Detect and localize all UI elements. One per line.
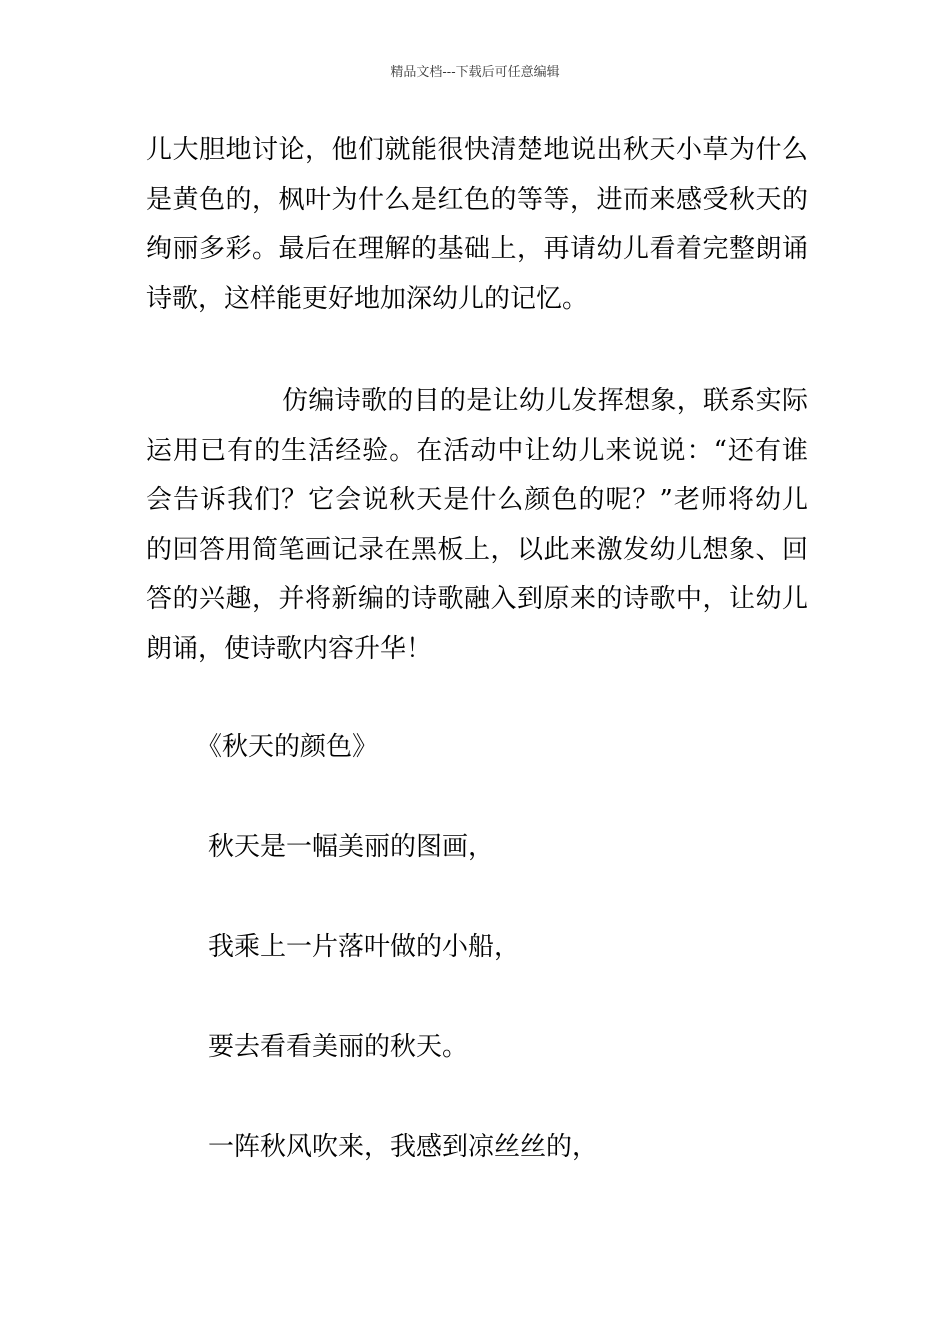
- poem-line: 要去看看美丽的秋天。: [208, 1032, 469, 1062]
- body-paragraph-1: 儿大胆地讨论，他们就能很快清楚地说出秋天小草为什么是黄色的，枫叶为什么是红色的等等，进而来感受秋天的绚丽多彩。最后在理解的基础上，再请幼儿看着完整朗诵诗歌，这样能更好地加深幼儿的记忆。: [146, 135, 808, 314]
- poem-line: 秋天是一幅美丽的图画，: [208, 832, 495, 862]
- poem-line: 我乘上一片落叶做的小船，: [208, 932, 521, 962]
- body-paragraph-2: 仿编诗歌的目的是让幼儿发挥想象，联系实际运用已有的生活经验。在活动中让幼儿来说说：“还有谁会告诉我们？它会说秋天是什么颜色的呢？”老师将幼儿的回答用简笔画记录在黑板上，以此来激发幼儿想象、回答的兴趣，并将新编的诗歌融入到原来的诗歌中，让幼儿朗诵，使诗歌内容升华！: [146, 386, 808, 664]
- poem-line: 一阵秋风吹来，我感到凉丝丝的，: [208, 1132, 599, 1162]
- poem-title: 《秋天的颜色》: [196, 732, 379, 762]
- page-header: 精品文档---下载后可任意编辑: [390, 65, 560, 80]
